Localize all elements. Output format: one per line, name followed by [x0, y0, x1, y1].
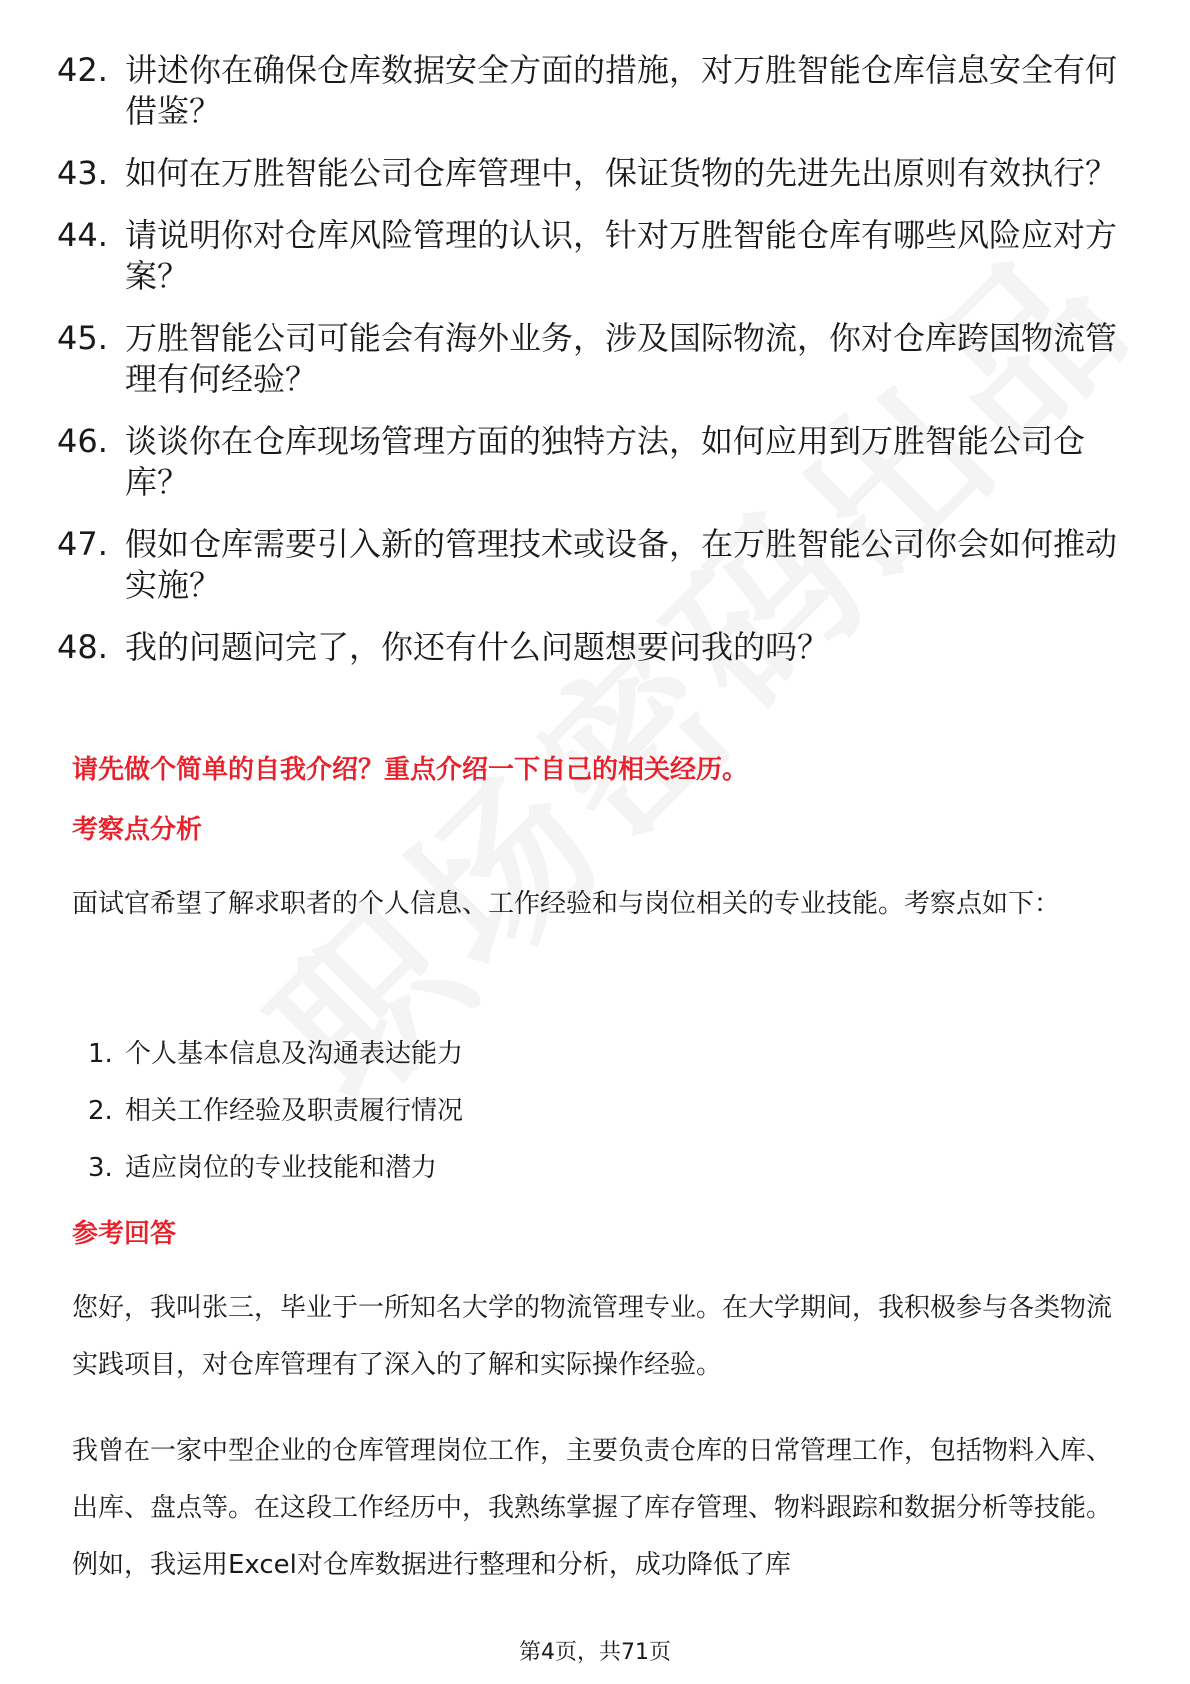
point-number: 3. — [88, 1153, 113, 1183]
answer-heading: 参考回答 — [72, 1219, 177, 1249]
question-list — [57, 50, 1117, 689]
question-text: 假如仓库需要引入新的管理技术或设备，在万胜智能公司你会如何推动实施？ — [125, 525, 1118, 604]
list-item — [57, 318, 1117, 400]
question-text: 请说明你对仓库风险管理的认识，针对万胜智能仓库有哪些风险应对方案？ — [125, 216, 1118, 295]
question-number: 42. — [57, 51, 108, 89]
question-text: 讲述你在确保仓库数据安全方面的措施，对万胜智能仓库信息安全有何借鉴？ — [125, 51, 1118, 130]
answer-paragraph-1: 您好，我叫张三，毕业于一所知名大学的物流管理专业。在大学期间，我积极参与各类物流实践项目，对仓库管理有了深入的了解和实际操作经验。 — [72, 1293, 1113, 1380]
list-item — [57, 50, 1117, 132]
point-text: 相关工作经验及职责履行情况 — [125, 1096, 464, 1126]
point-number: 1. — [88, 1039, 113, 1069]
list-item — [88, 1140, 988, 1197]
question-number: 45. — [57, 319, 108, 357]
list-item — [88, 1026, 988, 1083]
point-text: 个人基本信息及沟通表达能力 — [125, 1039, 464, 1069]
section-title: 请先做个简单的自我介绍？重点介绍一下自己的相关经历。 — [72, 755, 749, 785]
question-text: 谈谈你在仓库现场管理方面的独特方法，如何应用到万胜智能公司仓库？ — [125, 422, 1086, 501]
question-text: 我的问题问完了，你还有什么问题想要问我的吗？ — [125, 628, 830, 666]
list-item — [88, 1083, 988, 1140]
list-item — [57, 421, 1117, 503]
list-item — [57, 627, 1117, 668]
answer-paragraph-2: 我曾在一家中型企业的仓库管理岗位工作，主要负责仓库的日常管理工作，包括物料入库、出库、盘点等。在这段工作经历中，我熟练掌握了库存管理、物料跟踪和数据分析等技能。例如，我运用Excel对仓库数据进行整理和分析，成功降低了库 — [72, 1436, 1113, 1580]
question-text: 如何在万胜智能公司仓库管理中，保证货物的先进先出原则有效执行？ — [125, 154, 1118, 192]
page-footer: 第4页，共71页 — [519, 1640, 671, 1665]
analysis-intro: 面试官希望了解求职者的个人信息、工作经验和与岗位相关的专业技能。考察点如下： — [72, 889, 1061, 919]
question-number: 43. — [57, 154, 108, 192]
question-number: 44. — [57, 216, 108, 254]
point-number: 2. — [88, 1096, 113, 1126]
list-item — [57, 524, 1117, 606]
analysis-points — [88, 1026, 988, 1197]
question-text: 万胜智能公司可能会有海外业务，涉及国际物流，你对仓库跨国物流管理有何经验？ — [125, 319, 1118, 398]
point-text: 适应岗位的专业技能和潜力 — [125, 1153, 438, 1183]
question-number: 48. — [57, 628, 108, 666]
analysis-heading: 考察点分析 — [72, 815, 203, 845]
question-number: 46. — [57, 422, 108, 460]
question-number: 47. — [57, 525, 108, 563]
list-item — [57, 215, 1117, 297]
list-item — [57, 153, 1117, 194]
